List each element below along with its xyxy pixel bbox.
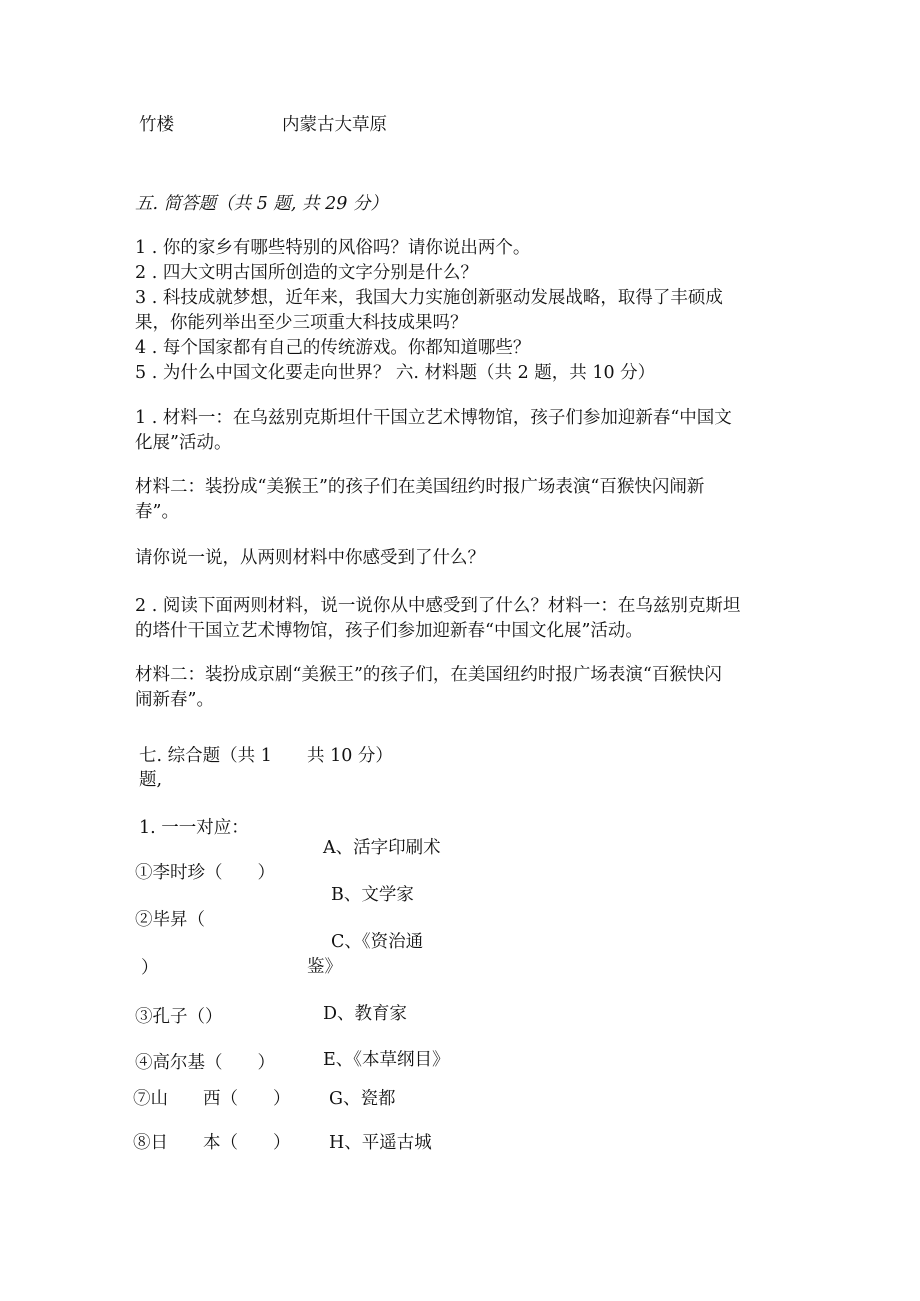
- section5-question-2: 2 . 四大文明古国所创造的文字分别是什么？: [135, 263, 478, 283]
- material-question: 请你说一说，从两则材料中你感受到了什么？: [135, 548, 485, 568]
- match-right-item: D、教育家: [323, 1004, 408, 1024]
- matching-instruction: 1. 一一对应：: [139, 818, 249, 838]
- section5-question-3-line2: 果，你能列举出至少三项重大科技成果吗？: [135, 313, 468, 333]
- question-2-material-2-line2: 闹新春”。: [135, 690, 214, 710]
- material-2-line1: 材料二：装扮成“美猴王”的孩子们在美国纽约时报广场表演“百猴快闪闹新: [135, 477, 705, 497]
- match-right-item: 鉴》: [307, 957, 342, 977]
- match-right-item: H、平遥古城: [329, 1133, 432, 1153]
- question-2-line1: 2 . 阅读下面两则材料，说一说你从中感受到了什么？材料一：在乌兹别克斯坦: [135, 596, 741, 616]
- match-left-item: ①李时珍（ ）: [135, 863, 275, 883]
- match-right-item: E、《本草纲目》: [323, 1050, 450, 1070]
- match-left-item: ⑦山 西（ ）: [133, 1089, 291, 1109]
- match-left-item: ⑧日 本（ ）: [133, 1133, 291, 1153]
- section7-heading-score: 共 10 分）: [307, 746, 393, 766]
- section7-heading-wrap: 题,: [139, 770, 163, 790]
- match-right-item: B、文学家: [331, 885, 414, 905]
- match-left-item: ）: [141, 958, 159, 978]
- section5-question-4: 4 . 每个国家都有自己的传统游戏。你都知道哪些？: [135, 338, 531, 358]
- section5-heading: 五. 简答题（共 5 题, 共 29 分）: [135, 194, 388, 214]
- section5-question-5: 5 . 为什么中国文化要走向世界？ 六. 材料题（共 2 题，共 10 分）: [135, 363, 656, 383]
- place-inner-mongolia-grassland: 内蒙古大草原: [282, 115, 387, 135]
- match-left-item: ②毕昇（: [135, 910, 205, 930]
- match-right-item: A、活字印刷术: [323, 838, 441, 858]
- match-right-item: C、《资治通: [331, 932, 424, 952]
- material-2-line2: 春”。: [135, 502, 179, 522]
- question-2-line2: 的塔什干国立艺术博物馆，孩子们参加迎新春“中国文化展”活动。: [135, 621, 643, 641]
- match-right-item: G、瓷都: [329, 1089, 396, 1109]
- material-1-line2: 化展”活动。: [135, 433, 232, 453]
- match-left-item: ③孔子（）: [135, 1007, 223, 1027]
- material-1-line1: 1 . 材料一：在乌兹别克斯坦什干国立艺术博物馆，孩子们参加迎新春“中国文: [135, 408, 732, 428]
- place-bamboo-house: 竹楼: [139, 115, 174, 135]
- match-left-item: ④高尔基（ ）: [135, 1053, 275, 1073]
- question-2-material-2-line1: 材料二：装扮成京剧“美猴王”的孩子们，在美国纽约时报广场表演“百猴快闪: [135, 665, 722, 685]
- section7-heading: 七. 综合题（共 1: [139, 746, 272, 766]
- section5-question-1: 1 . 你的家乡有哪些特别的风俗吗？请你说出两个。: [135, 238, 531, 258]
- section5-question-3-line1: 3 . 科技成就梦想，近年来，我国大力实施创新驱动发展战略，取得了丰硕成: [135, 288, 723, 308]
